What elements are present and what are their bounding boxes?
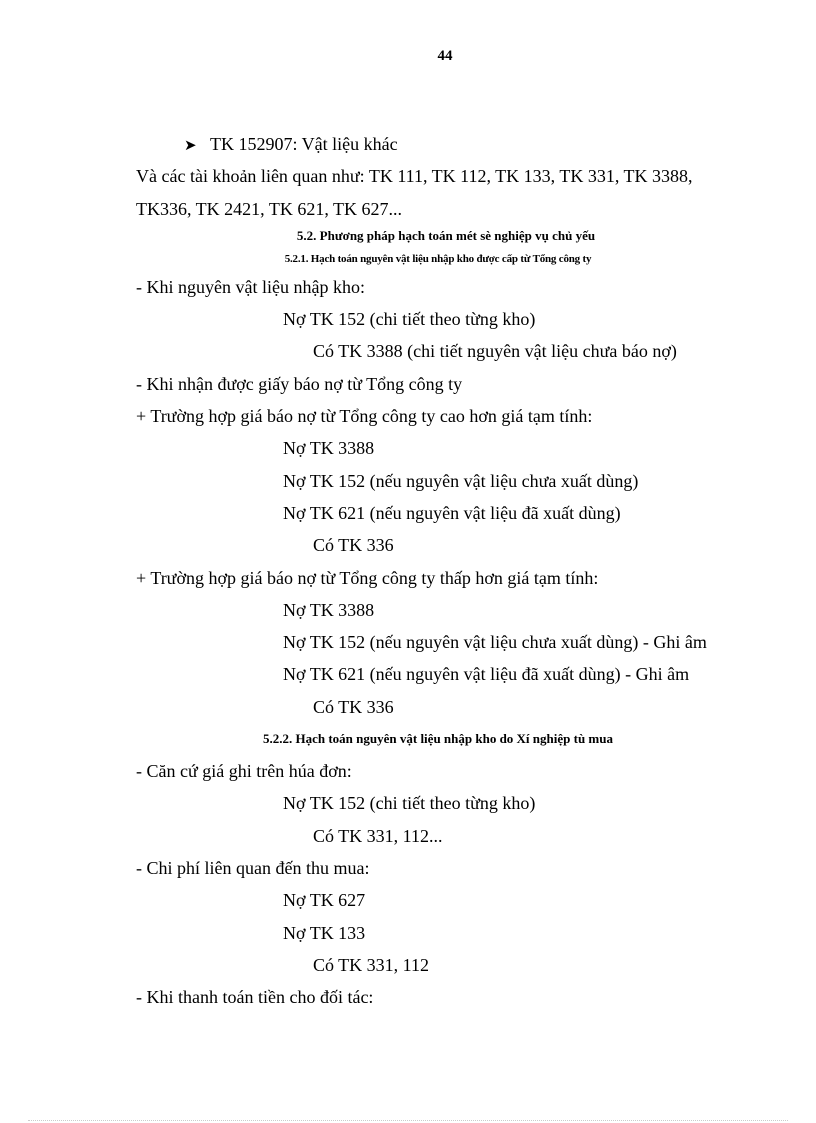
text-line: + Trường hợp giá báo nợ từ Tổng công ty cao hơn giá tạm tính: [136, 406, 593, 427]
section-heading-5-2: 5.2. Phương pháp hạch toán mét sè nghiệp vụ chủ yếu [296, 227, 596, 243]
debit-entry: Nợ TK 152 (chi tiết theo từng kho) [283, 309, 536, 330]
debit-entry: Nợ TK 133 [283, 922, 366, 943]
debit-entry: Nợ TK 152 (nếu nguyên vật liệu chưa xuất dùng) - Ghi âm [283, 632, 707, 653]
page-bottom-border [28, 1120, 788, 1121]
arrowhead-bullet-icon: ➤ [184, 136, 197, 154]
page-number: 44 [437, 48, 453, 64]
credit-entry: Có TK 331, 112 [313, 954, 430, 975]
credit-entry: Có TK 336 [313, 696, 394, 717]
section-heading-5-2-2: 5.2.2. Hạch toán nguyên vật liệu nhập kho do Xí nghiệp tù mua [262, 731, 613, 747]
debit-entry: Nợ TK 152 (chi tiết theo từng kho) [283, 793, 536, 814]
text-line: + Trường hợp giá báo nợ từ Tổng công ty thấp hơn giá tạm tính: [136, 567, 599, 588]
text-line: - Khi nguyên vật liệu nhập kho: [136, 276, 365, 297]
text-line: - Khi thanh toán tiền cho đối tác: [136, 987, 374, 1008]
debit-entry: Nợ TK 627 [283, 890, 366, 911]
paragraph-related-accounts-2: TK336, TK 2421, TK 621, TK 627... [136, 198, 403, 219]
text-line: - Chi phí liên quan đến thu mua: [136, 857, 370, 878]
paragraph-related-accounts-1: Và các tài khoản liên quan như: TK 111, TK 112, TK 133, TK 331, TK 3388, [136, 166, 693, 187]
credit-entry: Có TK 3388 (chi tiết nguyên vật liệu chưa báo nợ) [313, 341, 677, 362]
debit-entry: Nợ TK 621 (nếu nguyên vật liệu đã xuất dùng) [283, 502, 621, 523]
credit-entry: Có TK 336 [313, 535, 394, 556]
section-heading-5-2-1: 5.2.1. Hạch toán nguyên vật liệu nhập kho được cấp từ Tổng công ty [284, 252, 592, 265]
debit-entry: Nợ TK 3388 [283, 599, 375, 620]
debit-entry: Nợ TK 152 (nếu nguyên vật liệu chưa xuất dùng) [283, 470, 639, 491]
document-body [0, 128, 816, 1013]
debit-entry: Nợ TK 3388 [283, 438, 375, 459]
text-line: - Căn cứ giá ghi trên húa đơn: [136, 761, 352, 782]
bullet-item-tk152907: ➤ TK 152907: Vật liệu khác [0, 128, 816, 160]
credit-entry: Có TK 331, 112... [313, 825, 443, 846]
debit-entry: Nợ TK 621 (nếu nguyên vật liệu đã xuất dùng) - Ghi âm [283, 664, 690, 685]
text-line: - Khi nhận được giấy báo nợ từ Tổng công ty [136, 373, 463, 394]
